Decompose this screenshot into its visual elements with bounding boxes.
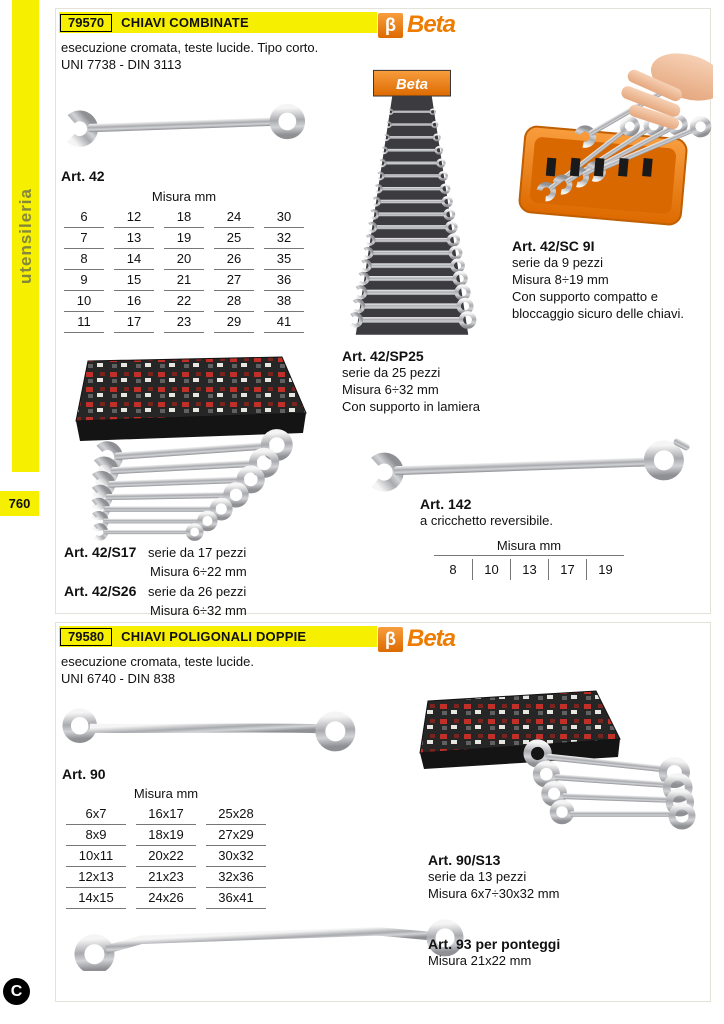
size-value: 35: [264, 249, 304, 270]
product-line: bloccaggio sicuro delle chiavi.: [512, 305, 684, 321]
section-chiavi-poligonali: [55, 622, 711, 1002]
size-value: 18: [164, 207, 204, 228]
size-row: [66, 867, 266, 888]
beta-logo: [378, 11, 455, 39]
category-label: utensileria: [15, 187, 35, 285]
product-info-s13: [428, 851, 559, 903]
size-value: 30x32: [206, 846, 266, 867]
size-value: 36: [264, 270, 304, 291]
size-value: 41: [264, 312, 304, 333]
section-header: [59, 12, 377, 33]
size-value: 18x19: [136, 825, 196, 846]
product-image-ratchet-wrench: [358, 429, 706, 501]
product-info-art93: [428, 935, 560, 970]
product-name: Art. 142: [420, 496, 472, 512]
section-title: CHIAVI POLIGONALI DOPPIE: [121, 629, 307, 644]
size-value: 21x23: [136, 867, 196, 888]
beta-logo: [378, 625, 455, 653]
product-line: Con supporto compatto e: [512, 288, 658, 304]
size-table-art90: [66, 786, 266, 909]
size-value: 36x41: [206, 888, 266, 909]
size-value: 13: [510, 559, 548, 580]
size-value: 23: [164, 312, 204, 333]
product-name: Art. 42/S26: [64, 582, 137, 599]
size-row: [64, 291, 304, 312]
size-value: 9: [64, 270, 104, 291]
size-value: 38: [264, 291, 304, 312]
section-code: 79580: [60, 628, 112, 646]
beta-logo-icon: β: [378, 627, 403, 652]
size-table-body: [64, 207, 304, 333]
size-row: [64, 207, 304, 228]
size-row: [64, 270, 304, 291]
product-line: Con supporto in lamiera: [342, 398, 481, 414]
size-table-title: Misura mm: [133, 786, 199, 801]
product-desc: serie da 26 pezzi: [148, 583, 247, 599]
size-value: 20: [164, 249, 204, 270]
description-line: esecuzione cromata, teste lucide. Tipo corto.: [61, 40, 319, 55]
product-info-sp25: [342, 347, 480, 416]
category-strip: [12, 0, 39, 472]
product-line: Misura 8÷19 mm: [512, 272, 609, 288]
size-value: 25x28: [206, 804, 266, 825]
size-value: 10x11: [66, 846, 126, 867]
product-info-art142: [420, 495, 624, 580]
product-size: Misura 6÷22 mm: [150, 563, 247, 579]
size-value: 17: [548, 559, 586, 580]
size-table-body: [434, 559, 624, 580]
size-value: 21: [164, 270, 204, 291]
size-value: 7: [64, 228, 104, 249]
size-value: 12x13: [66, 867, 126, 888]
size-row: [64, 249, 304, 270]
size-row: [434, 559, 624, 580]
size-row: [64, 228, 304, 249]
size-value: 6: [64, 207, 104, 228]
size-value: 10: [64, 291, 104, 312]
product-image-compact-case: [508, 51, 713, 236]
description-line: UNI 7738 - DIN 3113: [61, 56, 182, 72]
size-row: [66, 825, 266, 846]
size-table-body: [66, 804, 266, 909]
product-info-s17-s26: [64, 543, 247, 620]
size-value: 20x22: [136, 846, 196, 867]
product-name: Art. 90/S13: [428, 852, 501, 868]
size-value: 14x15: [66, 888, 126, 909]
product-line: serie da 13 pezzi: [428, 869, 527, 885]
product-image-display-stand: [338, 67, 486, 351]
size-value: 16x17: [136, 804, 196, 825]
product-name: Art. 90: [62, 766, 106, 782]
size-table-title: Misura mm: [434, 538, 624, 556]
size-value: 24: [214, 207, 254, 228]
size-value: 11: [64, 312, 104, 333]
size-value: 13: [114, 228, 154, 249]
description-line: esecuzione cromata, teste lucide.: [61, 654, 254, 669]
description-line: UNI 6740 - DIN 838: [61, 670, 176, 686]
size-value: 6x7: [66, 804, 126, 825]
size-table-art142: [434, 538, 624, 580]
size-value: 27: [214, 270, 254, 291]
size-value: 28: [214, 291, 254, 312]
section-description: [61, 654, 254, 688]
product-line: serie da 9 pezzi: [512, 255, 604, 271]
size-value: 22: [164, 291, 204, 312]
svg-text:Beta: Beta: [395, 77, 429, 94]
size-value: 19: [586, 559, 624, 580]
size-row: [64, 312, 304, 333]
page-number: 760: [0, 491, 39, 516]
section-title: CHIAVI COMBINATE: [121, 15, 249, 30]
product-size: Misura 6÷32 mm: [150, 602, 247, 618]
section-chiavi-combinate: [55, 8, 711, 618]
section-code: 79570: [60, 14, 112, 32]
size-value: 19: [164, 228, 204, 249]
size-value: 17: [114, 312, 154, 333]
size-value: 32: [264, 228, 304, 249]
product-line: Misura 6÷32 mm: [342, 382, 439, 398]
product-name: Art. 42/S17: [64, 544, 137, 560]
product-line: [64, 543, 247, 563]
size-table-title: Misura mm: [151, 189, 217, 204]
beta-logo-icon: β: [378, 13, 403, 38]
product-line: Misura 6x7÷30x32 mm: [428, 886, 560, 902]
product-desc: a cricchetto reversibile.: [420, 513, 553, 529]
size-value: 10: [472, 559, 510, 580]
publisher-logo-icon: C: [3, 978, 30, 1005]
size-value: 32x36: [206, 867, 266, 888]
product-desc: serie da 17 pezzi: [148, 545, 247, 560]
product-line: [64, 582, 247, 602]
product-image-ring-set-box: [414, 687, 706, 849]
product-image-double-ring-wrench: [58, 689, 358, 767]
size-row: [66, 804, 266, 825]
beta-logo-text: Beta: [407, 11, 456, 38]
size-value: 12: [114, 207, 154, 228]
section-description: [61, 40, 318, 74]
product-image-scaffolding-wrench: [68, 911, 473, 971]
size-value: 29: [214, 312, 254, 333]
product-info-sc9i: [512, 237, 684, 323]
product-size: Misura 21x22 mm: [428, 953, 532, 969]
product-name: Art. 42: [61, 168, 105, 184]
size-table-art42: [64, 189, 304, 333]
product-name: Art. 42/SC 9I: [512, 238, 595, 254]
size-value: 26: [214, 249, 254, 270]
size-value: 15: [114, 270, 154, 291]
product-image-combination-wrench: [58, 89, 314, 159]
size-row: [66, 888, 266, 909]
size-row: [66, 846, 266, 867]
size-value: 16: [114, 291, 154, 312]
section-header: [59, 626, 377, 647]
beta-logo-text: Beta: [407, 625, 456, 652]
size-value: 8x9: [66, 825, 126, 846]
product-name: Art. 93 per ponteggi: [428, 936, 561, 952]
size-value: 30: [264, 207, 304, 228]
product-line: serie da 25 pezzi: [342, 365, 441, 381]
size-value: 8: [64, 249, 104, 270]
size-value: 25: [214, 228, 254, 249]
size-value: 14: [114, 249, 154, 270]
product-name: Art. 42/SP25: [342, 348, 424, 364]
size-value: 24x26: [136, 888, 196, 909]
product-image-boxed-set: [60, 355, 318, 543]
size-value: 27x29: [206, 825, 266, 846]
size-value: 8: [449, 562, 457, 578]
